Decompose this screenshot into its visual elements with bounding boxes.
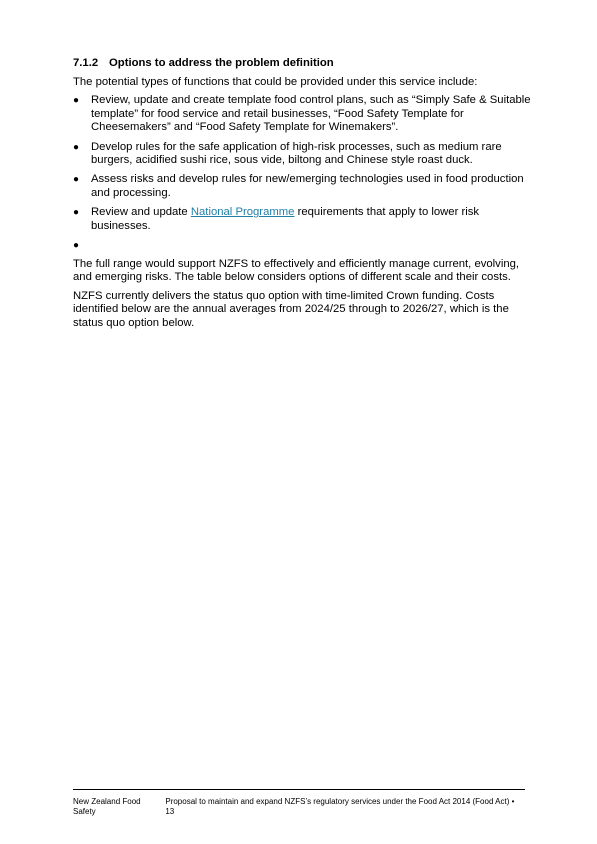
bullet-icon: ● xyxy=(73,207,80,219)
paragraph-status-quo: NZFS currently delivers the status quo option with time-limited Crown funding. Costs identified below are the annual averages from 2024/25 through to 2026/27, which is the status quo option below. xyxy=(73,289,509,329)
bullet-icon: ● xyxy=(73,240,80,252)
national-programme-link[interactable]: National Programme xyxy=(190,206,295,219)
list-item-empty xyxy=(73,239,533,252)
list-item xyxy=(73,94,533,134)
page-footer xyxy=(73,789,525,817)
section-title: Options to address the problem definition xyxy=(109,57,334,69)
section-heading xyxy=(73,56,533,70)
list-item-text-pre: Review and update xyxy=(91,206,191,219)
list-item-text: Assess risks and develop rules for new/emerging technologies used in food production and processing. xyxy=(91,173,524,199)
list-item xyxy=(73,206,533,233)
functions-list xyxy=(73,94,533,252)
list-item-text: Review, update and create template food control plans, such as “Simply Safe & Suitable template” for food service and retail businesses, “Food Safety Template for Cheesemakers” and “Food Safety Template for Winemakers”. xyxy=(91,94,531,134)
document-body xyxy=(73,56,533,335)
bullet-icon: ● xyxy=(73,174,80,186)
footer-document-title: Proposal to maintain and expand NZFS’s regulatory services under the Food Act 2014 (Food Act) • 13 xyxy=(165,797,515,816)
footer-organisation: New Zealand Food Safety xyxy=(73,797,141,816)
paragraph-full-range: The full range would support NZFS to effectively and efficiently manage current, evolving, and emerging risks. The table below considers options of different scale and their costs. xyxy=(73,258,520,284)
list-item xyxy=(73,173,533,200)
list-item xyxy=(73,141,533,168)
bullet-icon: ● xyxy=(73,141,80,153)
section-number: 7.1.2 xyxy=(73,57,99,69)
intro-paragraph: The potential types of functions that could be provided under this service include: xyxy=(73,76,478,88)
list-item-text-post: requirements that apply to lower risk businesses. xyxy=(91,206,480,232)
bullet-icon: ● xyxy=(73,95,80,107)
list-item-text: Develop rules for the safe application of high-risk processes, such as medium rare burgers, acidified sushi rice, sous vide, biltong and Chinese style roast duck. xyxy=(91,140,502,167)
